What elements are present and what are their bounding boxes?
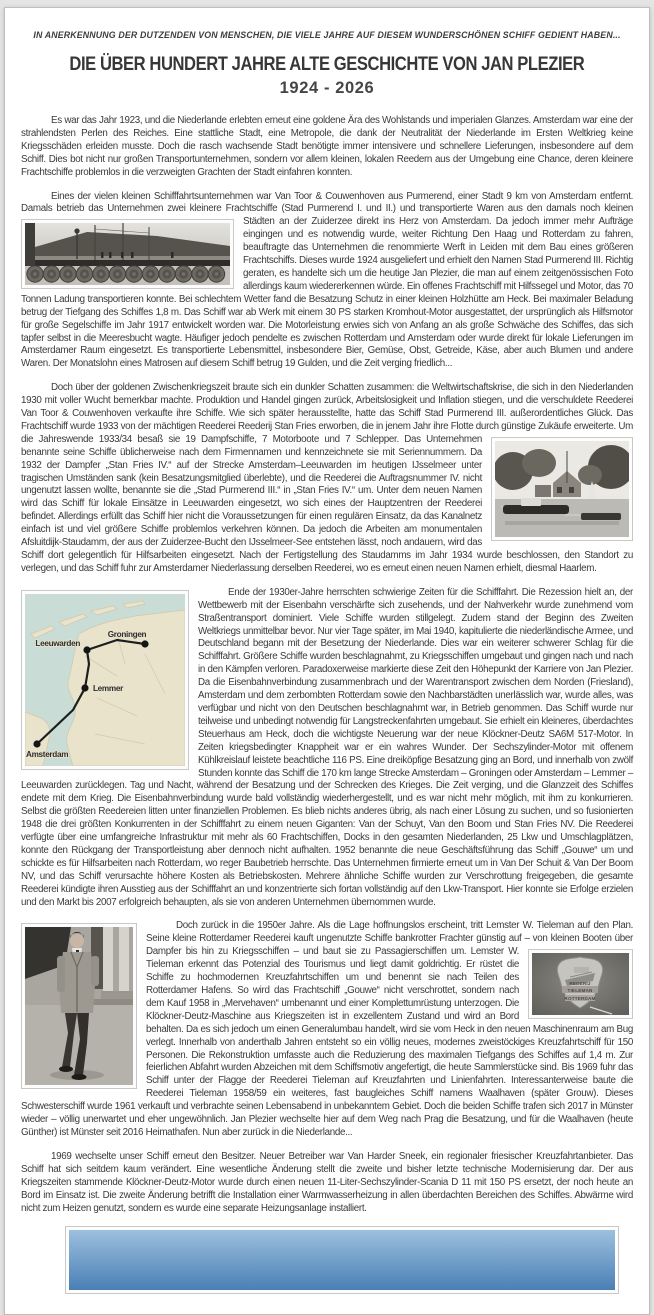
ship-barrels-photo: [21, 219, 234, 289]
tieleman-badge-photo: [528, 949, 633, 1019]
paragraph-1: [21, 115, 633, 180]
bottom-photo-partial: [65, 1226, 619, 1294]
paragraph-text: Zuiderzee direkt ins Herz von Amsterdam. Da jedoch immer mehr Aufträge eingingen und es notwendig wurde, weiter Richtung Den Haag und Rotterdam zu fahren, beauftragte das Unternehmen die renommierte Werft in Leiden mit dem Bau eines größeren Frachtschiffs. Dieses wurde 1924 ausgeliefert und erhielt den Namen Stad Purmerend III. Richtig geraten, es handelte sich um die heutige Jan Plezier, die man auf einem zeitgenössischen Foto allerdings kaum wiedererkennen würde. Ein offenes Frachtschiff mit Hilfssegel und Motor, das 70 Tonnen Ladung transportieren konnte. Bei schlechtem Wetter fand die Besatzung Schutz in einer kleinen Holzhütte am Heck. Bei maximaler Beladung betrug der Tiefgang des Schiffes 1,8 m. Das Schiff war ab Werk mit einem 30 PS starken Kromhout-Motor ausgestattet, der ursprünglich als Hilfsmotor für große Segelschiffe im Jahr 1917 entwickelt worden war. Die Motorleistung erwies sich von Anfang an als große Schwäche des Schiffes, das sich tapfer selbst in die Meeresbucht wagte. Häufiger jedoch pendelte es zwischen Rotterdam und Amsterdam oder wurde direkt für lokale Lieferungen im Amsterdamer Raum eingesetzt. Es transportierte Lebensmittel, insbesondere Bier, Gemüse, Obst, Getreide, Käse, aber auch Blumen und andere Waren. Der Monatslohn eines Matrosen auf diesem Schiff betrug 19 Gulden, und die Zeit verging friedlich...: [21, 216, 634, 370]
tieleman-portrait-photo: [21, 923, 137, 1089]
years-subtitle: 1924 - 2026: [279, 79, 375, 97]
paragraph-text: Doch über der goldenen Zwischenkriegszeit braute sich ein dunkler Schatten zusammen: die Weltwirtschaftskrise, die sich in den Niederlanden 1930 mit voller Wucht bemerkbar machte. Produktion und Handel gingen zurück, Arbeitslosigkeit und Inflation stiegen, und die verschuldete Reederei Van Toor & Couwenhoven verkaufte ihre Schiffe. Wie sich später herausstellte, hatte das Schiff Stad Purmerend III. außerordentliches Glück. Das Frachtschiff wurde 1933 von der mächtigen Reederei Reederij Stan Fries erworben, die in jenem Jahr ihre Flotte durch günstige Zukäufe erweiterte. Um die Jahreswende: [21, 382, 633, 445]
map-label-lemmer: Lemmer: [93, 683, 123, 693]
page-title-text: DIE ÜBER HUNDERT JAHRE ALTE GESCHICHTE VON JAN PLEZIER: [69, 53, 585, 75]
badge-line-2: TIELEMAN: [567, 988, 593, 994]
paragraph-text: Tieleman erkennt das Potenzial des Tourismus und liegt damit goldrichtig. Er rüstet die Schiffe zu hochmodernen Kreuzfahrtschiffen um und benennt sie nach Teilen des Rotterdamer Hafens. So wird das Frachtschiff „Gouwe“ nicht verschrottet, sondern nach dem Kauf 1958 in „Mervehaven“ umbenannt und einer Komplettumrüstung unterzogen. Die Klöckner-Deutz-Maschine aus Kriegszeiten ist in exzellentem Zustand und wird an Bord behalten. Da es sich jedoch um einen Generalumbau handelt, wird sie vom Heck in den neuen Maschinenraum am Bug verlegt. Innerhalb von anderthalb Jahren entsteht so ein völlig neues, modernes zweistöckiges Kreuzfahrtschiff für 150 Personen. Die Rekonstruktion umfasste auch die Reduzierung des maximalen Tiefgangs des Schiffes auf 1,4 m. Zur feierlichen Abfahrt wurden Abzeichen mit dem Schiffsmotiv angefertigt, die heute Sammlerstücke sind. Bis 1969 fuhr das Schiff unter der Flagge der Reederei Tieleman auf Kreuzfahrten und Linienfahrten. Interessanterweise baute die Reederei Tieleman 1958/59 ein weiteres, fast baugleiches Schiff namens Waalhaven (später Grouw). Dieses Schwesterschiff wurde 1961 verkauft und verbrachte seinen Lebensabend in unbekanntem Gebiet. Doch die beiden Schiffe trafen sich 2017 in Münster wieder – völlig unerwartet und eher ungewöhnlich. Jan Plezier wechselte hier auf dem Weg nach Prag die Besatzung, und für die Waalhaven (heute Günther) ist Münster seit 2016 Heimathafen. Nun aber zurück in die Niederlande...: [21, 959, 633, 1138]
document-page: [4, 7, 650, 1315]
paragraph-text: 1969 wechselte unser Schiff erneut den Besitzer. Neuer Betreiber war Van Harder Sneek, ein regionaler friesischer Kreuzfahrtanbieter. Das Schiff hat sich seitdem kaum verändert. Eine wesentliche Änderung stellt die zweite und bisher letzte technische Modernisierung dar. Der aus Kriegszeiten stammende Klöckner-Deutz-Motor wurde durch einen neuen 11-Liter-Sechszylinder-Scania D 11 mit 150 PS ersetzt, der noch heute an Bord im Einsatz ist. Die zweite Änderung betrifft die Installation einer Warmwasserheizung in allen überdachten Bereichen des Schiffes. Abwärme wird nicht zum Heizen genutzt, sondern es wurde eine separate Heizungsanlage installiert.: [21, 1150, 633, 1214]
dedication-tagline: IN ANERKENNUNG DER DUTZENDEN VON MENSCHEN, DIE VIELE JAHRE AUF DIESEM WUNDERSCHÖNEN SCHIFF GEDIENT HABEN...: [33, 30, 621, 40]
paragraph-text: Ende der 1930er-Jahre herrschten schwierige Zeiten für die Schifffahrt. Die Rezession hielt an, der Wettbewerb mit der Eisenbahn verschärfte sich zusehends, und der Nahverkehr wurde zunehmend vom Straßentransport dominiert. Viele Schiffe wurden stillgelegt. Zudem stand der Beginn des Zweiten Weltkriegs unmittelbar bevor. Nur vier Tage später, im Mai 1940, kapitulierte die niederländische Armee, und Deutschland begann mit der Besetzung der Niederlande. Dies war ein weiterer schwerer Schlag für die Schifffahrt. Größere Schiffe wurden beschlagnahmt, zu Kriegsschiffen umgebaut und gingen nach und nach in den Kämpfen verloren. Paradoxerweise markierte diese Zeit den Höhepunkt der Karriere von Jan Plezier. Da die Eisenbahnverbindung zusammenbrach und der Warentransport zwischen dem Norden (Friesland), Amsterdam und dem zerbombten Rotterdam sowie den Nachbarstädten unerlässlich war, wurde alles, was verfügbar und nicht von den Deutschen beschlagnahmt war, in Betrieb genommen. Das Schiff wurde nur teilweise und unbedingt notwendig für Langstreckenfahrten umgebaut. Sie erhielt ein kleineres, überdachtes Steuerhaus am Heck, doch die wichtigste Neuerung war der neue Klöckner-Deutz SA6M 517-Motor. In Zeiten kriegsbedingter Knappheit war er ein wahres Wunder. Der Sechszylinder-Motor mit offenem Kühlkreislauf leistete beachtliche 116 PS. Eine dreiköpfige Besatzung ging an Bord, und innerhalb von zwölf Stunden konnte das Schiff die 170 km lange Strecke Amsterdam – Groningen oder Amsterdam – Lemmer – Leeuwarden zurücklegen. Tag und Nacht, während der Besatzung und der Schrecken des Krieges. Die Zeit verging, und die Glanzzeit des Schiffes endete mit dem Krieg. Die Eisenbahnverbindung wurde bald vollständig wiederhergestellt, und es war nicht mehr möglich, mit ihm zu konkurrieren. Selbst die größten Reedereien litten unter finanziellen Problemen. Es blieb nichts anderes übrig, als nach einer Lösung zu suchen, und so fusionierten 1948 die drei größten Konkurrenten in der Schifffahrt zu einem neuen Giganten: Van der Schuyt, Van den Boom und Stan Fries NV. Die Reederei verfügte über eine umfangreiche Infrastruktur mit mehr als 60 Frachtschiffen, Docks in den gesamten Niederlanden, 25 Lkw und Umschlagplätzen, konnte den Rückgang der Transportleistung aber dennoch nicht aufhalten. 1952 benannte die neue Geschäftsführung das Schiff „Gouwe“ um und schickte es für Hilfsarbeiten nach Rotterdam, wo reger Baubetrieb herrschte. Das Unternehmen firmierte erneut um in Van Der Schuit & Van Der Boom NV, und das Schiff verursachte höhere Kosten als Betriebskosten. Mehrere ähnliche Schiffe wurden zur Verschrottung freigegeben, die gesamte Reederei kündigte ihren Ausstieg aus der Schifffahrt an und konzentrierte sich fortan vollständig auf den Lkw-Transport. Hier konnte sie Erfolge erzielen und den Markt bis 2007 erfolgreich behaupten, als sie von anderen Unternehmen übernommen wurde.: [21, 586, 633, 908]
map-label-amsterdam: Amsterdam: [26, 749, 69, 759]
page-title: [21, 53, 633, 76]
bottom-photo-image: [69, 1230, 615, 1290]
map-label-groningen: Groningen: [107, 629, 147, 639]
route-map-image: [21, 590, 189, 770]
paragraph-2: [21, 191, 633, 372]
paragraph-text: Eines der vielen kleinen Schifffahrtsunternehmen war Van Toor & Couwenhoven aus Purmerend, einer Stadt 9 km von Amsterdam entfernt. Damals betrieb das Unternehmen zwei kleinere Frachtschiffe (Stad Purmerend I. und II.) und transportierte Waren aus den damals noch kleinen Städten an der: [21, 190, 633, 228]
article-body: [21, 115, 633, 1294]
badge-line-1: REDERIJ: [569, 981, 591, 987]
paragraph-text: Es war das Jahr 1923, und die Niederlande erlebten erneut eine goldene Ära des Wohlstands und imperialen Glanzes. Amsterdam war eine der strahlendsten Perlen des Reiches. Eine stattliche Stadt, eine Metropole, die dank der Neutralität der Niederlande im Ersten Weltkrieg keine Kriegsschäden erleiden musste. Doch die rasch wachsende Stadt benötigte immer intensivere und schnellere Lieferungen, insbesondere auf dem Schiff. Dies bot nicht nur großen Transportunternehmen, sondern vor allem kleinen, lokalen Reedern aus der Umgebung eine Chance, deren kleinere Frachtschiffe problemlos in die verzweigten Grachten der Stadt einfahren konnten.: [21, 115, 633, 178]
map-label-leeuwarden: Leeuwarden: [35, 638, 80, 648]
badge-line-3: ROTTERDAM: [564, 996, 596, 1002]
paragraph-5: [21, 920, 633, 1139]
paragraph-text: 1933/34 besaß sie 19 Dampfschiffe, 7 Motorboote und 7 Schlepper. Das Unternehmen benannte seine Schiffe üblicherweise nach dem Firmennamen und kennzeichnete sie mit Seriennummern. Da 1932 der Dampfer „Stan Fries IV.“ auf der Strecke Amsterdam–Leeuwarden im heutigen IJsselmeer unter tragischen Umständen sank (kein Besatzungsmitglied überlebte), und die Reederei die Auftragsnummer IV. nicht ungenutzt lassen wollte, benannte sie die „Stad Purmerend III.“ in „Stan Fries IV.“ um. Unter dem neuen Namen wird das Schiff für lokale Einsätze in Leeuwarden eingesetzt, wo sich eines der Hauptzentren der Reederei befindet. Allerdings erfüllt das Schiff hier nicht die Voraussetzungen für einen regulären Einsatz, da das Kanalnetz einfach ist und viel größere Schiffe problemlos verkehren können. Da jedoch die Arbeiten am monumentalen Afsluitdijk-Staudamm, der aus der Zuiderzee-Bucht den IJsselmeer-See entstehen lässt, noch andauern, wird das Schiff dort gelegentlich für Hilfsarbeiten eingesetzt. Nach der Fertigstellung des Staudamms im Jahr 1934 wurde beschlossen, den Standort zu verlegen, und das Schiff fuhr zur Amsterdamer Niederlassung derselben Reederei, wo es erneut einen neuen Namen erhielt, diesmal Haarlem.: [21, 433, 633, 574]
harbor-photo: [491, 437, 633, 541]
paragraph-3: [21, 382, 633, 576]
paragraph-4: [21, 587, 633, 910]
paragraph-6: [21, 1151, 633, 1216]
paragraph-text: Doch zurück in die 1950er Jahre. Als die Lage hoffnungslos erscheint, tritt Lemster W. Tieleman auf den Plan. Seine kleine Rotterdamer Reederei kauft ungenutzte Schiffe bankrotter Frachter günstig auf – von kleinen Booten über Dampfer bis hin zu Kriegsschiffen – und baut sie zu Passagierschiffen um. Lemster W.: [146, 920, 633, 958]
